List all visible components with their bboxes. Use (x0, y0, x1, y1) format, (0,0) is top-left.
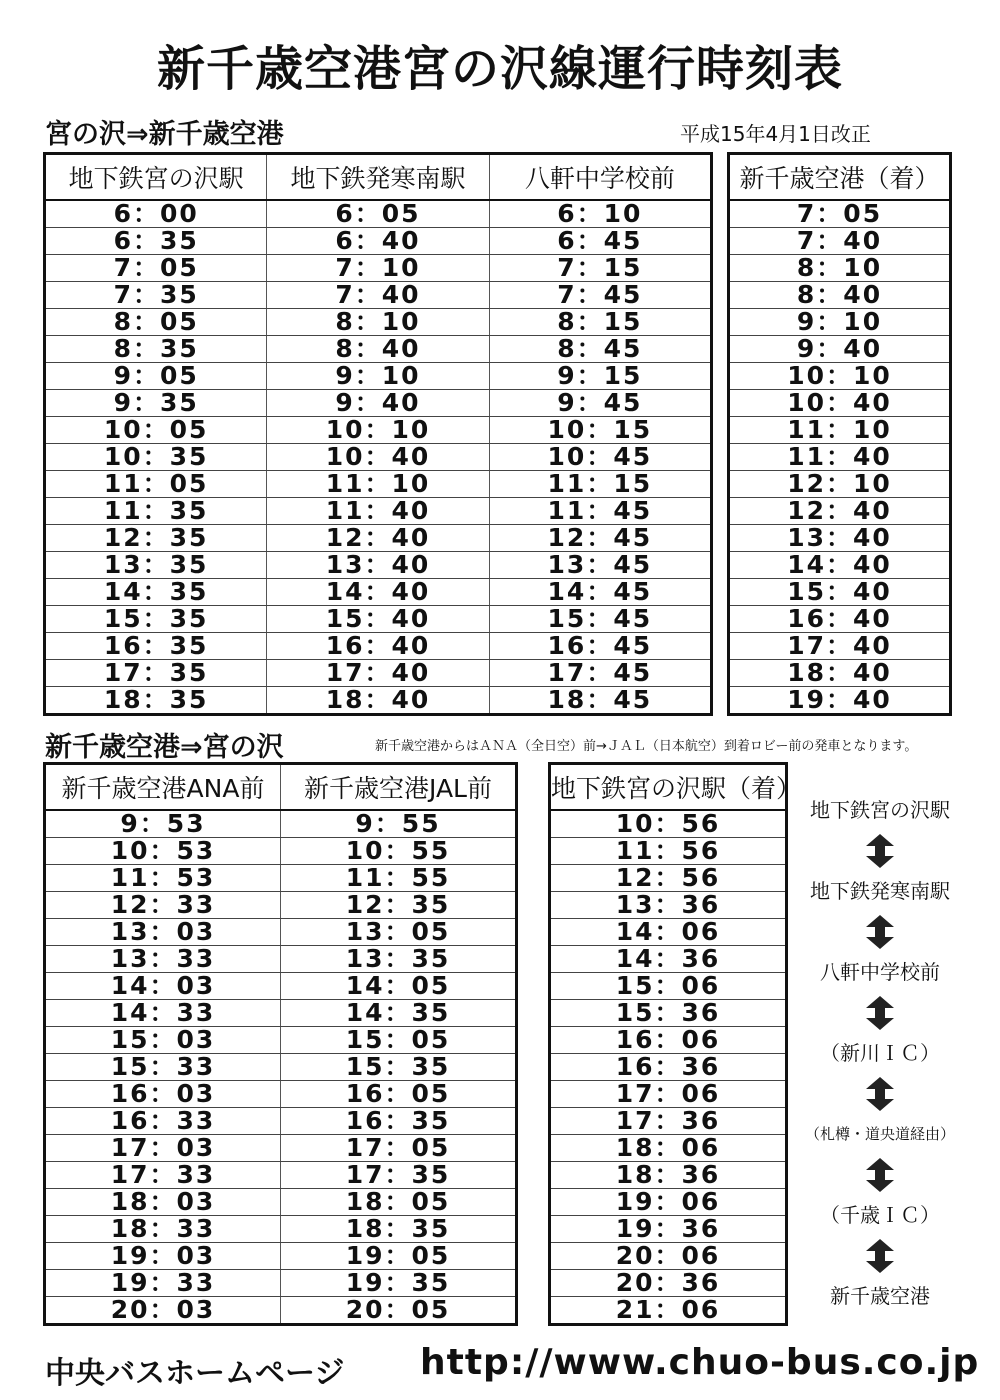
time-cell: 12：35 (281, 892, 517, 919)
table-row (45, 363, 712, 390)
table-row (729, 282, 951, 309)
time-cell: 8：10 (729, 255, 951, 282)
time-cell: 14：05 (281, 973, 517, 1000)
time-cell: 15：03 (45, 1027, 281, 1054)
time-cell: 18：40 (729, 660, 951, 687)
table-row (45, 838, 517, 865)
table-row (729, 444, 951, 471)
time-cell: 17：03 (45, 1135, 281, 1162)
outbound-arrival-table (727, 152, 952, 716)
time-cell: 14：36 (550, 946, 787, 973)
time-cell: 9：55 (281, 810, 517, 838)
time-cell: 8：45 (489, 336, 711, 363)
table-row (45, 444, 712, 471)
table-row (729, 228, 951, 255)
route-stop: 地下鉄宮の沢駅 (810, 798, 950, 822)
time-cell: 17：40 (267, 660, 489, 687)
route-stop: （千歳ＩＣ） (820, 1203, 940, 1227)
time-cell: 9：10 (729, 309, 951, 336)
time-cell: 18：35 (45, 687, 267, 715)
time-cell: 18：03 (45, 1189, 281, 1216)
table-row (45, 471, 712, 498)
time-cell: 15：40 (729, 579, 951, 606)
time-cell: 15：05 (281, 1027, 517, 1054)
time-cell: 7：15 (489, 255, 711, 282)
time-cell: 17：40 (729, 633, 951, 660)
table-row (729, 336, 951, 363)
double-arrow-icon (795, 1230, 965, 1281)
time-cell: 17：06 (550, 1081, 787, 1108)
time-cell: 7：35 (45, 282, 267, 309)
time-cell: 11：10 (267, 471, 489, 498)
route-stop: 八軒中学校前 (820, 960, 940, 984)
time-cell: 16：35 (45, 633, 267, 660)
table-row (550, 1000, 787, 1027)
time-cell: 17：05 (281, 1135, 517, 1162)
table-row (45, 892, 517, 919)
time-cell: 19：33 (45, 1270, 281, 1297)
time-cell: 13：40 (729, 525, 951, 552)
time-cell: 7：45 (489, 282, 711, 309)
time-cell: 14：45 (489, 579, 711, 606)
time-cell: 17：36 (550, 1108, 787, 1135)
table-row (45, 946, 517, 973)
time-cell: 10：40 (267, 444, 489, 471)
double-arrow-icon (795, 825, 965, 876)
table-row (550, 892, 787, 919)
time-cell: 12：10 (729, 471, 951, 498)
time-cell: 17：33 (45, 1162, 281, 1189)
table-row (45, 810, 517, 838)
double-arrow-icon (795, 1149, 965, 1200)
column-header: 地下鉄宮の沢駅（着） (550, 764, 787, 811)
time-cell: 14：06 (550, 919, 787, 946)
table-row (729, 255, 951, 282)
table-row (550, 1243, 787, 1270)
time-cell: 6：05 (267, 200, 489, 228)
time-cell: 8：05 (45, 309, 267, 336)
table-row (45, 1216, 517, 1243)
time-cell: 15：36 (550, 1000, 787, 1027)
table-row (45, 1243, 517, 1270)
table-row (45, 1162, 517, 1189)
time-cell: 11：10 (729, 417, 951, 444)
table-row (45, 525, 712, 552)
time-cell: 20：36 (550, 1270, 787, 1297)
table-row (550, 1081, 787, 1108)
column-header: 新千歳空港ANA前 (45, 764, 281, 811)
table-row (45, 1297, 517, 1325)
table-row (45, 228, 712, 255)
table-row (45, 973, 517, 1000)
table-row (550, 1162, 787, 1189)
table-row (45, 1054, 517, 1081)
table-row (550, 1054, 787, 1081)
time-cell: 7：10 (267, 255, 489, 282)
table-row (45, 687, 712, 715)
time-cell: 18：05 (281, 1189, 517, 1216)
time-cell: 10：35 (45, 444, 267, 471)
table-row (550, 1108, 787, 1135)
time-cell: 11：40 (729, 444, 951, 471)
column-header: 八軒中学校前 (489, 154, 711, 201)
table-row (729, 579, 951, 606)
time-cell: 11：45 (489, 498, 711, 525)
outbound-timetable (43, 152, 713, 716)
time-cell: 7：05 (45, 255, 267, 282)
route-stop: 新千歳空港 (830, 1284, 930, 1308)
time-cell: 15：33 (45, 1054, 281, 1081)
column-header: 地下鉄発寒南駅 (267, 154, 489, 201)
time-cell: 18：35 (281, 1216, 517, 1243)
table-row (45, 606, 712, 633)
table-row (729, 471, 951, 498)
time-cell: 6：40 (267, 228, 489, 255)
table-row (45, 200, 712, 228)
time-cell: 9：40 (729, 336, 951, 363)
time-cell: 14：33 (45, 1000, 281, 1027)
table-row (45, 1135, 517, 1162)
table-row (550, 1297, 787, 1325)
table-row (729, 417, 951, 444)
table-row (550, 973, 787, 1000)
table-row (550, 919, 787, 946)
time-cell: 11：56 (550, 838, 787, 865)
time-cell: 14：03 (45, 973, 281, 1000)
time-cell: 18：40 (267, 687, 489, 715)
time-cell: 17：35 (281, 1162, 517, 1189)
time-cell: 16：06 (550, 1027, 787, 1054)
table-row (550, 1216, 787, 1243)
time-cell: 12：40 (267, 525, 489, 552)
table-row (45, 633, 712, 660)
time-cell: 14：40 (267, 579, 489, 606)
time-cell: 7：40 (267, 282, 489, 309)
table-row (45, 552, 712, 579)
time-cell: 12：40 (729, 498, 951, 525)
footer-label: 中央バスホームページ (45, 1356, 345, 1391)
route-diagram (795, 795, 965, 1311)
time-cell: 6：45 (489, 228, 711, 255)
time-cell: 14：35 (281, 1000, 517, 1027)
column-header: 新千歳空港（着） (729, 154, 951, 201)
time-cell: 12：45 (489, 525, 711, 552)
table-row (45, 1108, 517, 1135)
table-row (45, 1000, 517, 1027)
table-row (45, 417, 712, 444)
time-cell: 9：53 (45, 810, 281, 838)
time-cell: 12：33 (45, 892, 281, 919)
column-header: 地下鉄宮の沢駅 (45, 154, 267, 201)
table-row (550, 1027, 787, 1054)
time-cell: 16：40 (267, 633, 489, 660)
time-cell: 13：36 (550, 892, 787, 919)
time-cell: 11：53 (45, 865, 281, 892)
time-cell: 13：40 (267, 552, 489, 579)
table-row (729, 200, 951, 228)
table-row (550, 865, 787, 892)
time-cell: 10：55 (281, 838, 517, 865)
time-cell: 19：36 (550, 1216, 787, 1243)
section-heading-inbound: 新千歳空港⇒宮の沢 (45, 732, 284, 763)
time-cell: 10：10 (267, 417, 489, 444)
time-cell: 12：56 (550, 865, 787, 892)
table-row (729, 498, 951, 525)
time-cell: 14：35 (45, 579, 267, 606)
table-row (550, 946, 787, 973)
table-row (45, 309, 712, 336)
double-arrow-icon (795, 906, 965, 957)
time-cell: 10：05 (45, 417, 267, 444)
table-row (45, 919, 517, 946)
time-cell: 13：45 (489, 552, 711, 579)
time-cell: 17：45 (489, 660, 711, 687)
time-cell: 8：35 (45, 336, 267, 363)
time-cell: 9：15 (489, 363, 711, 390)
time-cell: 20：06 (550, 1243, 787, 1270)
table-row (45, 1270, 517, 1297)
table-row (45, 390, 712, 417)
time-cell: 13：35 (281, 946, 517, 973)
time-cell: 15：35 (281, 1054, 517, 1081)
table-row (550, 1189, 787, 1216)
table-row (729, 633, 951, 660)
time-cell: 9：05 (45, 363, 267, 390)
time-cell: 18：06 (550, 1135, 787, 1162)
time-cell: 7：05 (729, 200, 951, 228)
time-cell: 15：35 (45, 606, 267, 633)
table-row (729, 363, 951, 390)
table-row (729, 390, 951, 417)
double-arrow-icon (795, 987, 965, 1038)
table-row (45, 282, 712, 309)
table-row (45, 865, 517, 892)
column-header: 新千歳空港JAL前 (281, 764, 517, 811)
route-stop: （札樽・道央道経由） (804, 1125, 955, 1143)
table-row (45, 1189, 517, 1216)
time-cell: 16：33 (45, 1108, 281, 1135)
time-cell: 21：06 (550, 1297, 787, 1325)
time-cell: 18：33 (45, 1216, 281, 1243)
time-cell: 15：45 (489, 606, 711, 633)
route-stop: （新川ＩＣ） (820, 1041, 940, 1065)
time-cell: 10：10 (729, 363, 951, 390)
table-row (550, 1135, 787, 1162)
table-row (45, 660, 712, 687)
time-cell: 12：35 (45, 525, 267, 552)
time-cell: 8：10 (267, 309, 489, 336)
time-cell: 16：45 (489, 633, 711, 660)
page-title: 新千歳空港宮の沢線運行時刻表 (156, 41, 843, 97)
time-cell: 6：00 (45, 200, 267, 228)
table-row (729, 552, 951, 579)
time-cell: 18：36 (550, 1162, 787, 1189)
table-row (45, 1027, 517, 1054)
double-arrow-icon (795, 1068, 965, 1119)
time-cell: 13：33 (45, 946, 281, 973)
time-cell: 16：40 (729, 606, 951, 633)
time-cell: 17：35 (45, 660, 267, 687)
time-cell: 11：15 (489, 471, 711, 498)
time-cell: 16：03 (45, 1081, 281, 1108)
revision-date: 平成15年4月1日改正 (680, 122, 871, 146)
time-cell: 15：06 (550, 973, 787, 1000)
time-cell: 8：15 (489, 309, 711, 336)
time-cell: 10：45 (489, 444, 711, 471)
table-row (45, 255, 712, 282)
time-cell: 9：45 (489, 390, 711, 417)
time-cell: 16：35 (281, 1108, 517, 1135)
time-cell: 19：05 (281, 1243, 517, 1270)
time-cell: 8：40 (267, 336, 489, 363)
table-row (729, 309, 951, 336)
time-cell: 10：40 (729, 390, 951, 417)
table-row (45, 498, 712, 525)
time-cell: 20：05 (281, 1297, 517, 1325)
time-cell: 18：45 (489, 687, 711, 715)
time-cell: 19：40 (729, 687, 951, 715)
time-cell: 11：35 (45, 498, 267, 525)
time-cell: 13：03 (45, 919, 281, 946)
time-cell: 15：40 (267, 606, 489, 633)
time-cell: 16：05 (281, 1081, 517, 1108)
time-cell: 8：40 (729, 282, 951, 309)
time-cell: 6：35 (45, 228, 267, 255)
time-cell: 19：35 (281, 1270, 517, 1297)
table-row (550, 838, 787, 865)
time-cell: 19：03 (45, 1243, 281, 1270)
time-cell: 11：40 (267, 498, 489, 525)
time-cell: 16：36 (550, 1054, 787, 1081)
route-stop: 地下鉄発寒南駅 (810, 879, 950, 903)
time-cell: 9：40 (267, 390, 489, 417)
table-row (729, 687, 951, 715)
time-cell: 7：40 (729, 228, 951, 255)
time-cell: 9：10 (267, 363, 489, 390)
table-row (729, 606, 951, 633)
time-cell: 13：35 (45, 552, 267, 579)
website-link[interactable]: http://www.chuo-bus.co.jp (420, 1342, 980, 1383)
time-cell: 10：15 (489, 417, 711, 444)
table-row (45, 579, 712, 606)
table-row (550, 810, 787, 838)
time-cell: 11：05 (45, 471, 267, 498)
time-cell: 20：03 (45, 1297, 281, 1325)
time-cell: 10：53 (45, 838, 281, 865)
time-cell: 11：55 (281, 865, 517, 892)
inbound-arrival-table (548, 762, 802, 1326)
time-cell: 6：10 (489, 200, 711, 228)
time-cell: 10：56 (550, 810, 787, 838)
time-cell: 9：35 (45, 390, 267, 417)
table-row (45, 336, 712, 363)
time-cell: 14：40 (729, 552, 951, 579)
table-row (45, 1081, 517, 1108)
section-heading-outbound: 宮の沢⇒新千歳空港 (45, 119, 284, 150)
table-row (729, 525, 951, 552)
boarding-note: 新千歳空港からはＡＮＡ（全日空）前→ＪＡＬ（日本航空）到着ロビー前の発車となります。 (375, 739, 918, 754)
time-cell: 13：05 (281, 919, 517, 946)
time-cell: 19：06 (550, 1189, 787, 1216)
inbound-timetable (43, 762, 518, 1326)
table-row (550, 1270, 787, 1297)
table-row (729, 660, 951, 687)
